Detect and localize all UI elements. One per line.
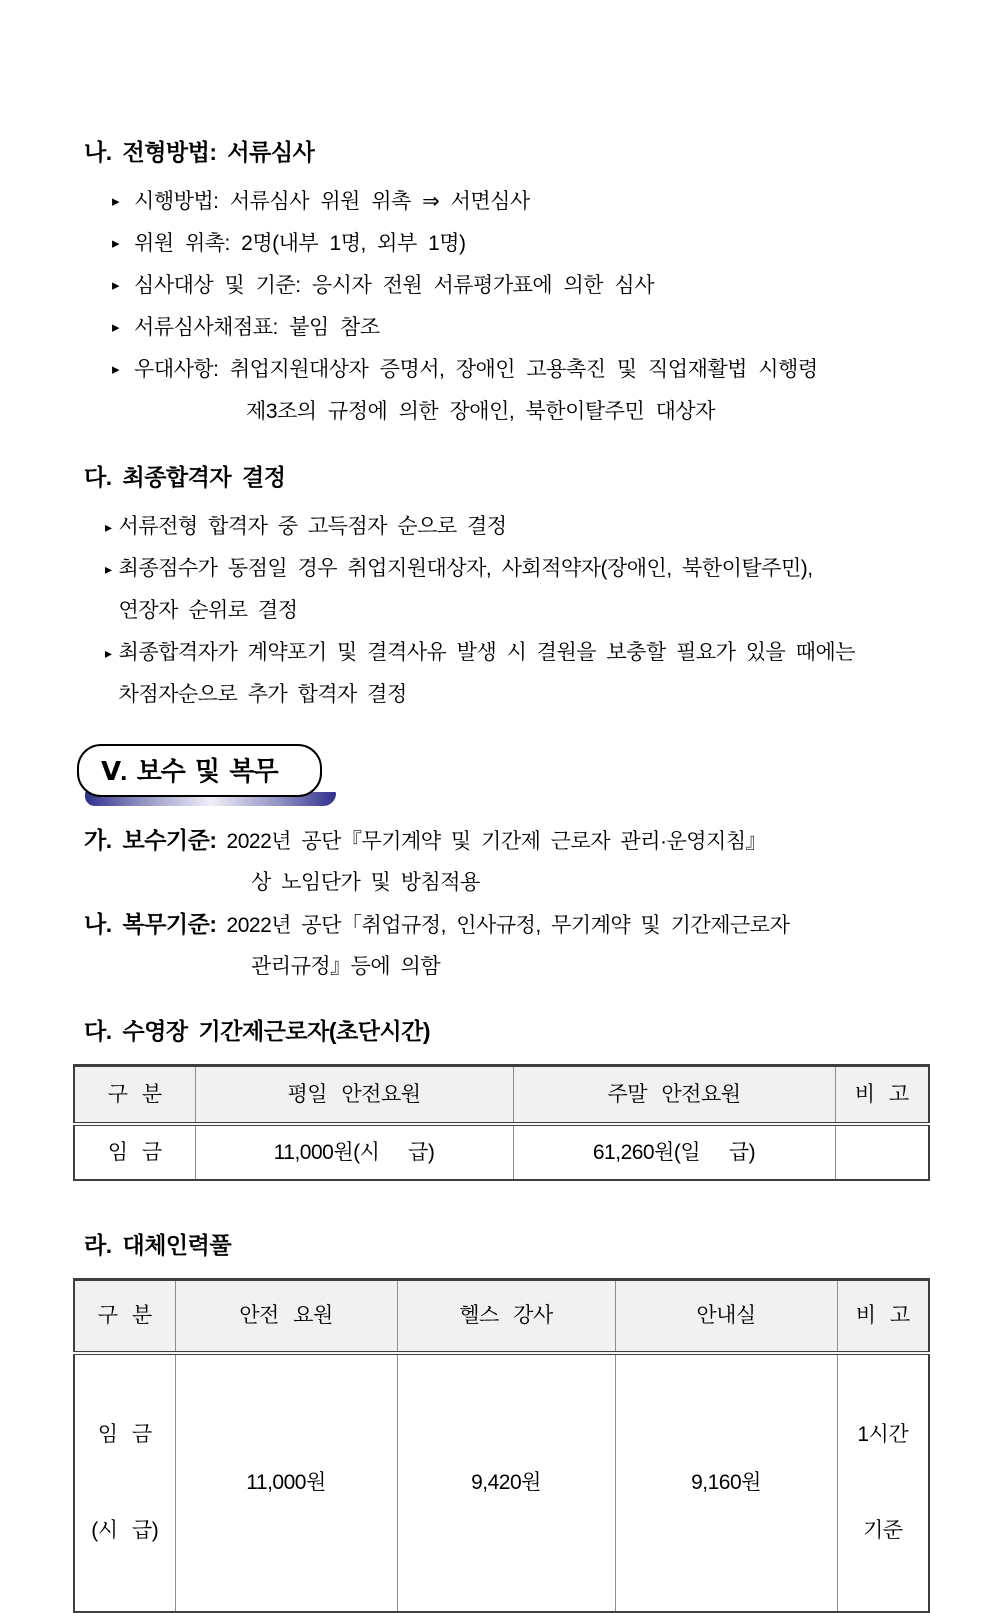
triangle-bullet-icon: ▸ (112, 277, 120, 294)
list-item (105, 632, 932, 716)
table-cell-wage-label: 임 금 (74, 1124, 195, 1180)
list-item: ▸ 서류심사채점표: 붙임 참조 (112, 307, 932, 349)
list-item (112, 349, 932, 433)
pay-standard-text: 2022년 공단『무기계약 및 기간제 근로자 관리·운영지침』 (226, 830, 767, 853)
screening-bullet-list (112, 181, 932, 433)
table-header-cell: 비 고 (835, 1066, 929, 1125)
list-item: ▸ 서류전형 합격자 중 고득점자 순으로 결정 (105, 506, 932, 548)
heading-pool-workers: 다. 수영장 기간제근로자(초단시간) (84, 1018, 431, 1044)
duty-standard-line2: 관리규정』등에 의함 (251, 955, 441, 978)
table-cell-infodesk-wage: 9,160원 (615, 1353, 837, 1612)
triangle-bullet-icon: ▸ (105, 561, 112, 577)
table-row (74, 1353, 929, 1612)
list-item: ▸ 심사대상 및 기준: 응시자 전원 서류평가표에 의한 심사 (112, 265, 932, 307)
duty-standard-text: 2022년 공단「취업규정, 인사규정, 무기계약 및 기간제근로자 (226, 914, 790, 937)
table-header-cell: 안전 요원 (175, 1280, 397, 1354)
triangle-bullet-icon: ▸ (112, 235, 120, 252)
bullet-line-1: 최종합격자가 계약포기 및 결격사유 발생 시 결원을 보충할 필요가 있을 때에는 (118, 641, 856, 664)
heading-screening-method: 나. 전형방법: 서류심사 (84, 139, 315, 165)
triangle-bullet-icon: ▸ (112, 319, 120, 336)
pool-wage-table (73, 1064, 930, 1181)
table-header-cell: 구 분 (74, 1280, 175, 1354)
note-line1: 1시간 (857, 1423, 909, 1446)
table-header-cell: 비 고 (837, 1280, 929, 1354)
table-header-row (74, 1066, 929, 1125)
table-cell-note (835, 1124, 929, 1180)
wage-label-line2: (시 급) (91, 1519, 159, 1542)
bullet-line-1: 우대사항: 취업지원대상자 증명서, 장애인 고용촉진 및 직업재활법 시행령 (134, 358, 818, 381)
pay-standard-line (84, 819, 932, 863)
table-cell-safety-wage: 11,000원 (175, 1353, 397, 1612)
table-row (74, 1124, 929, 1180)
table-header-cell: 주말 안전요원 (513, 1066, 835, 1125)
pay-standard-line2: 상 노임단가 및 방침적용 (251, 871, 480, 894)
pay-standard-label: 가. 보수기준: (84, 827, 217, 853)
table-cell-weekend-wage: 61,260원(일 급) (513, 1124, 835, 1180)
pay-rules-block (84, 819, 932, 987)
note-line2: 기준 (862, 1519, 903, 1542)
triangle-bullet-icon: ▸ (105, 645, 112, 661)
heading-final-selection: 다. 최종합격자 결정 (84, 464, 286, 490)
table-header-row (74, 1280, 929, 1354)
table-header-cell: 안내실 (615, 1280, 837, 1354)
wage-label-line1: 임 금 (97, 1423, 152, 1446)
bullet-line-1: 최종점수가 동점일 경우 취업지원대상자, 사회적약자(장애인, 북한이탈주민), (118, 557, 813, 580)
duty-standard-line (84, 903, 932, 947)
final-selection-bullet-list (105, 506, 932, 716)
table-header-cell: 헬스 강사 (397, 1280, 615, 1354)
table-header-cell: 구 분 (74, 1066, 195, 1125)
table-cell-wage-label (74, 1353, 175, 1612)
section-v-badge-label: Ⅴ. 보수 및 복무 (77, 744, 322, 797)
section-v-badge (77, 744, 322, 797)
table-cell-weekday-wage: 11,000원(시 급) (195, 1124, 513, 1180)
triangle-bullet-icon: ▸ (105, 519, 112, 535)
substitute-pool-table (73, 1278, 930, 1613)
triangle-bullet-icon: ▸ (112, 361, 120, 378)
list-item: ▸ 위원 위촉: 2명(내부 1명, 외부 1명) (112, 223, 932, 265)
bullet-line-2: 제3조의 규정에 의한 장애인, 북한이탈주민 대상자 (246, 400, 715, 423)
table-cell-note (837, 1353, 929, 1612)
triangle-bullet-icon: ▸ (112, 193, 120, 210)
duty-standard-label: 나. 복무기준: (84, 911, 217, 937)
bullet-line-2: 차점자순으로 추가 합격자 결정 (118, 683, 407, 706)
list-item (105, 548, 932, 632)
table-cell-fitness-wage: 9,420원 (397, 1353, 615, 1612)
bullet-line-2: 연장자 순위로 결정 (118, 599, 298, 622)
list-item: ▸ 시행방법: 서류심사 위원 위촉 ⇒ 서면심사 (112, 181, 932, 223)
table-header-cell: 평일 안전요원 (195, 1066, 513, 1125)
heading-substitute-pool: 라. 대체인력풀 (84, 1232, 232, 1258)
